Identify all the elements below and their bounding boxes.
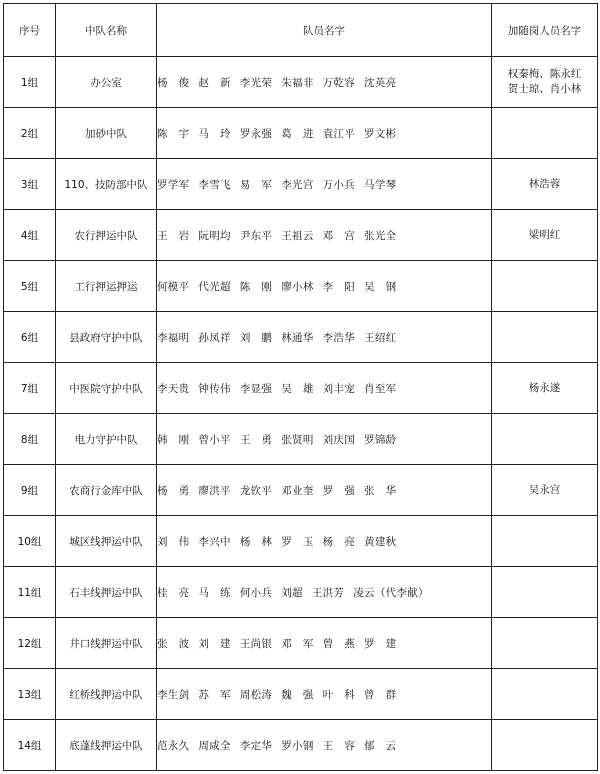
member-name: 郁 云 (364, 739, 397, 752)
team-name: 石丰线押运中队 (56, 567, 157, 618)
row-index: 11组 (4, 567, 56, 618)
member-name: 韩 刚 (157, 433, 190, 446)
member-name: 王尚银 (239, 637, 273, 650)
member-name: 万小兵 (322, 178, 356, 191)
extra-staff (492, 159, 598, 210)
member-name: 王绍红 (364, 331, 397, 344)
table-row (4, 159, 598, 210)
member-name: 李福明 (157, 331, 190, 344)
member-list (157, 618, 492, 669)
member-name: 廖洪平 (198, 484, 231, 497)
extra-staff (492, 108, 598, 159)
extra-staff-line: 吴永宫 (528, 483, 561, 496)
extra-staff (492, 210, 598, 261)
member-name: 何模平 (157, 280, 190, 293)
member-name: 马学琴 (364, 178, 397, 191)
member-name: 罗学军 (157, 178, 190, 191)
member-name: 魏 强 (281, 688, 314, 701)
member-name: 杨 林 (239, 535, 273, 548)
table-row (4, 414, 598, 465)
table-row (4, 261, 598, 312)
header-team: 中队名称 (56, 4, 157, 57)
extra-staff (492, 414, 598, 465)
header-row (4, 4, 598, 57)
member-name: 李兴中 (198, 535, 231, 548)
member-list (157, 159, 492, 210)
extra-staff (492, 363, 598, 414)
team-name: 城区线押运中队 (56, 516, 157, 567)
member-name: 陈 宇 (157, 127, 190, 140)
member-name: 桂 亮 (157, 586, 190, 599)
member-name: 王 容 (322, 739, 356, 752)
row-index: 2组 (4, 108, 56, 159)
member-name: 何小兵 (239, 586, 273, 599)
member-list (157, 210, 492, 261)
extra-staff (492, 669, 598, 720)
extra-staff-line: 贺士琼、肖小林 (507, 83, 582, 95)
member-name: 尹东平 (239, 229, 273, 242)
member-name: 孙凤祥 (198, 331, 231, 344)
table-row (4, 567, 598, 618)
member-name: 阮明均 (198, 229, 231, 242)
member-name: 罗文彬 (364, 127, 397, 140)
extra-staff-line: 梁明红 (528, 228, 561, 241)
header-extra: 加随岗人员名字 (492, 4, 598, 57)
table-row (4, 669, 598, 720)
member-name: 刘丰宠 (322, 382, 356, 395)
member-name: 黄建秋 (364, 535, 397, 548)
table-row (4, 363, 598, 414)
extra-staff (492, 516, 598, 567)
member-name: 吴 钢 (364, 280, 397, 293)
member-name: 罗 玉 (281, 535, 314, 548)
member-name: 刘庆国 (322, 433, 356, 446)
member-name: 龙钦平 (239, 484, 273, 497)
member-name: 杨 勇 (157, 484, 190, 497)
header-index: 序号 (4, 4, 56, 57)
member-name: 邓业奎 (281, 484, 314, 497)
member-name: 袁江平 (322, 127, 356, 140)
team-name: 办公室 (56, 57, 157, 108)
member-name: 马 玲 (198, 127, 231, 140)
member-name: 肖至军 (364, 382, 397, 395)
member-name: 李生剑 (157, 688, 190, 701)
member-name: 苏 军 (198, 688, 231, 701)
team-name: 加砂中队 (56, 108, 157, 159)
member-name: 刘 建 (198, 637, 231, 650)
roster-body (4, 57, 598, 771)
row-index: 14组 (4, 720, 56, 771)
member-name: 吴 雄 (281, 382, 314, 395)
member-name: 罗锦龄 (364, 433, 397, 446)
member-name: 廖小林 (281, 280, 314, 293)
member-name: 王 勇 (239, 433, 273, 446)
extra-staff (492, 618, 598, 669)
member-name: 钟传伟 (198, 382, 231, 395)
extra-staff-line: 林浩蓉 (528, 177, 561, 190)
member-name: 曾 群 (364, 688, 397, 701)
table-row (4, 312, 598, 363)
member-list (157, 465, 492, 516)
team-name: 农行押运中队 (56, 210, 157, 261)
member-name: 林通华 (281, 331, 314, 344)
member-list (157, 669, 492, 720)
member-name: 李 阳 (322, 280, 356, 293)
team-name: 底蓬线押运中队 (56, 720, 157, 771)
member-name: 李浩华 (322, 331, 356, 344)
row-index: 9组 (4, 465, 56, 516)
member-name: 叶 科 (322, 688, 356, 701)
member-name: 曾小平 (198, 433, 231, 446)
member-name: 罗小钢 (281, 739, 314, 752)
member-list (157, 414, 492, 465)
member-name: 范永久 (157, 739, 190, 752)
extra-staff (492, 465, 598, 516)
member-name: 张 波 (157, 637, 190, 650)
table-row (4, 720, 598, 771)
row-index: 4组 (4, 210, 56, 261)
member-name: 周咸全 (198, 739, 231, 752)
extra-staff (492, 720, 598, 771)
table-row (4, 618, 598, 669)
member-list (157, 312, 492, 363)
member-name: 杨 俊 (157, 76, 190, 89)
member-name: 沈英亮 (364, 76, 397, 89)
member-name: 刘 伟 (157, 535, 190, 548)
member-name: 葛 进 (281, 127, 314, 140)
member-name: 朱福非 (281, 76, 314, 89)
row-index: 12组 (4, 618, 56, 669)
member-name: 马 练 (198, 586, 231, 599)
member-name: 张 华 (364, 484, 397, 497)
row-index: 13组 (4, 669, 56, 720)
roster-header (4, 4, 598, 57)
member-name: 万乾容 (322, 76, 356, 89)
member-list (157, 57, 492, 108)
member-name: 周松涛 (239, 688, 273, 701)
roster-table (3, 3, 598, 771)
member-name: 罗永强 (239, 127, 273, 140)
table-row (4, 57, 598, 108)
member-name: 罗 建 (364, 637, 397, 650)
header-members: 队员名字 (157, 4, 492, 57)
row-index: 8组 (4, 414, 56, 465)
member-name: 张贤明 (281, 433, 314, 446)
extra-staff-line: 杨永遂 (528, 381, 561, 394)
member-name: 邓 宫 (322, 229, 356, 242)
member-name: 赵 新 (198, 76, 231, 89)
extra-staff (492, 261, 598, 312)
member-name: 王 岩 (157, 229, 190, 242)
table-row (4, 465, 598, 516)
table-row (4, 516, 598, 567)
member-name: 邓 军 (281, 637, 314, 650)
member-name: 代光超 (198, 280, 231, 293)
member-name: 张光全 (364, 229, 397, 242)
extra-staff (492, 312, 598, 363)
member-list (157, 567, 492, 618)
team-name: 工行押运押运 (56, 261, 157, 312)
extra-staff-line: 权秦梅、陈永红 (507, 68, 582, 80)
member-list (157, 108, 492, 159)
member-name: 李定华 (239, 739, 273, 752)
team-name: 110、技防部中队 (56, 159, 157, 210)
member-name: 刘 鹏 (239, 331, 273, 344)
row-index: 7组 (4, 363, 56, 414)
row-index: 3组 (4, 159, 56, 210)
member-name: 李光荣 (239, 76, 273, 89)
member-name: 杨 亮 (322, 535, 356, 548)
member-name: 王祖云 (281, 229, 314, 242)
row-index: 1组 (4, 57, 56, 108)
table-row (4, 210, 598, 261)
member-name: 李光宫 (281, 178, 314, 191)
extra-staff (492, 57, 598, 108)
member-name: 李显强 (239, 382, 273, 395)
member-name: 易 军 (239, 178, 273, 191)
member-name: 李天贵 (157, 382, 190, 395)
team-name: 中医院守护中队 (56, 363, 157, 414)
member-list (157, 261, 492, 312)
member-list (157, 516, 492, 567)
team-name: 县政府守护中队 (56, 312, 157, 363)
row-index: 5组 (4, 261, 56, 312)
row-index: 10组 (4, 516, 56, 567)
member-list (157, 363, 492, 414)
table-row (4, 108, 598, 159)
member-name: 凌云（代李献） (353, 586, 429, 599)
team-name: 井口线押运中队 (56, 618, 157, 669)
member-name: 李雪飞 (198, 178, 231, 191)
row-index: 6组 (4, 312, 56, 363)
member-name: 罗 强 (322, 484, 356, 497)
member-name: 陈 刚 (239, 280, 273, 293)
member-list (157, 720, 492, 771)
extra-staff (492, 567, 598, 618)
team-name: 红桥线押运中队 (56, 669, 157, 720)
member-name: 曾 燕 (322, 637, 356, 650)
team-name: 电力守护中队 (56, 414, 157, 465)
team-name: 农商行金库中队 (56, 465, 157, 516)
member-name: 刘超 (281, 586, 303, 599)
member-name: 王洪芳 (311, 586, 345, 599)
